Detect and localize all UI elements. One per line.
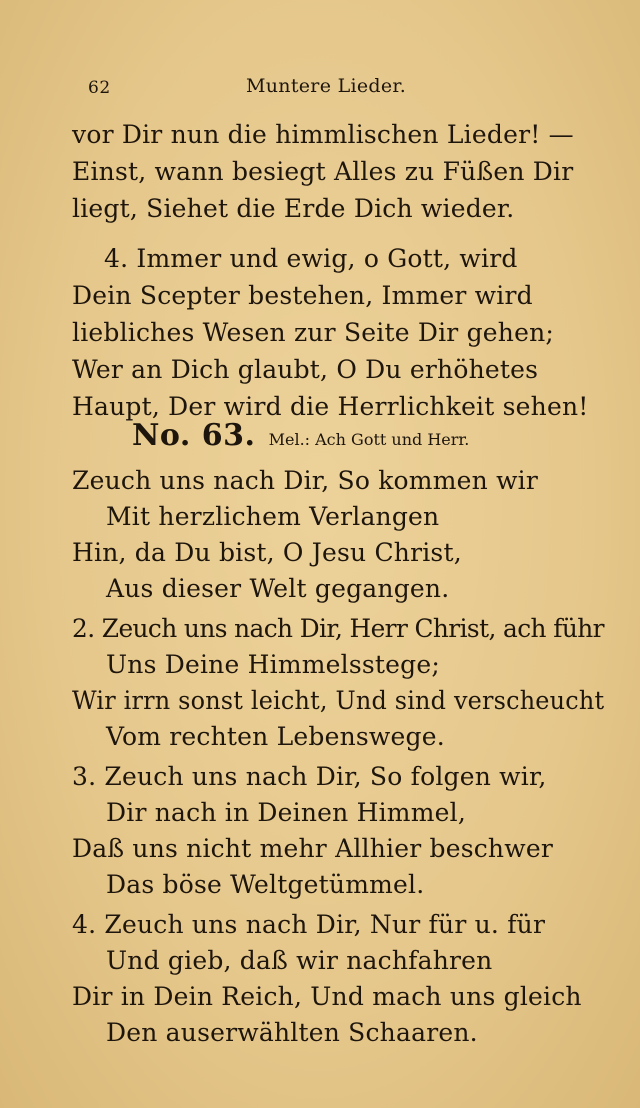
text-line: liebliches Wesen zur Seite Dir gehen; xyxy=(72,318,555,347)
stanza1-line: Hin, da Du bist, O Jesu Christ, xyxy=(72,538,462,567)
running-title: Muntere Lieder. xyxy=(246,75,407,97)
text-line: Wer an Dich glaubt, O Du erhöhetes xyxy=(72,355,539,384)
stanza3-line: 3. Zeuch uns nach Dir, So folgen wir, xyxy=(72,762,547,791)
stanza2-line: Wir irrn sonst leicht, Und sind verscheucht xyxy=(72,686,605,715)
stanza4-line: 4. Zeuch uns nach Dir, Nur für u. für xyxy=(72,910,546,939)
text-line: vor Dir nun die himmlischen Lieder! — xyxy=(72,120,574,149)
text-line: Dein Scepter bestehen, Immer wird xyxy=(72,281,533,310)
stanza3-line: Das böse Weltgetümmel. xyxy=(106,870,425,899)
stanza1-line: Mit herzlichem Verlangen xyxy=(106,502,440,531)
page-number: 62 xyxy=(88,78,111,98)
hymn-heading xyxy=(132,418,469,453)
text-line: liegt, Siehet die Erde Dich wieder. xyxy=(72,194,515,223)
text-line: Haupt, Der wird die Herrlichkeit sehen! xyxy=(72,392,589,421)
stanza4-line: Den auserwählten Schaaren. xyxy=(106,1018,478,1047)
stanza4-line: Dir in Dein Reich, Und mach uns gleich xyxy=(72,982,582,1011)
stanza4-line: Und gieb, daß wir nachfahren xyxy=(106,946,493,975)
stanza1-line: Zeuch uns nach Dir, So kommen wir xyxy=(72,466,539,495)
text-line: Einst, wann besiegt Alles zu Füßen Dir xyxy=(72,157,574,186)
text-line: 4. Immer und ewig, o Gott, wird xyxy=(104,244,518,273)
stanza3-line: Dir nach in Deinen Himmel, xyxy=(106,798,466,827)
stanza1-line: Aus dieser Welt gegangen. xyxy=(106,574,450,603)
stanza3-line: Daß uns nicht mehr Allhier beschwer xyxy=(72,834,553,863)
melody-note: Mel.: Ach Gott und Herr. xyxy=(268,430,470,449)
stanza2-line: Uns Deine Himmelsstege; xyxy=(106,650,440,679)
hymn-number: No. 63. xyxy=(132,418,256,453)
stanza2-line: Vom rechten Lebenswege. xyxy=(106,722,445,751)
stanza2-line: 2. Zeuch uns nach Dir, Herr Christ, ach führ xyxy=(72,614,604,643)
